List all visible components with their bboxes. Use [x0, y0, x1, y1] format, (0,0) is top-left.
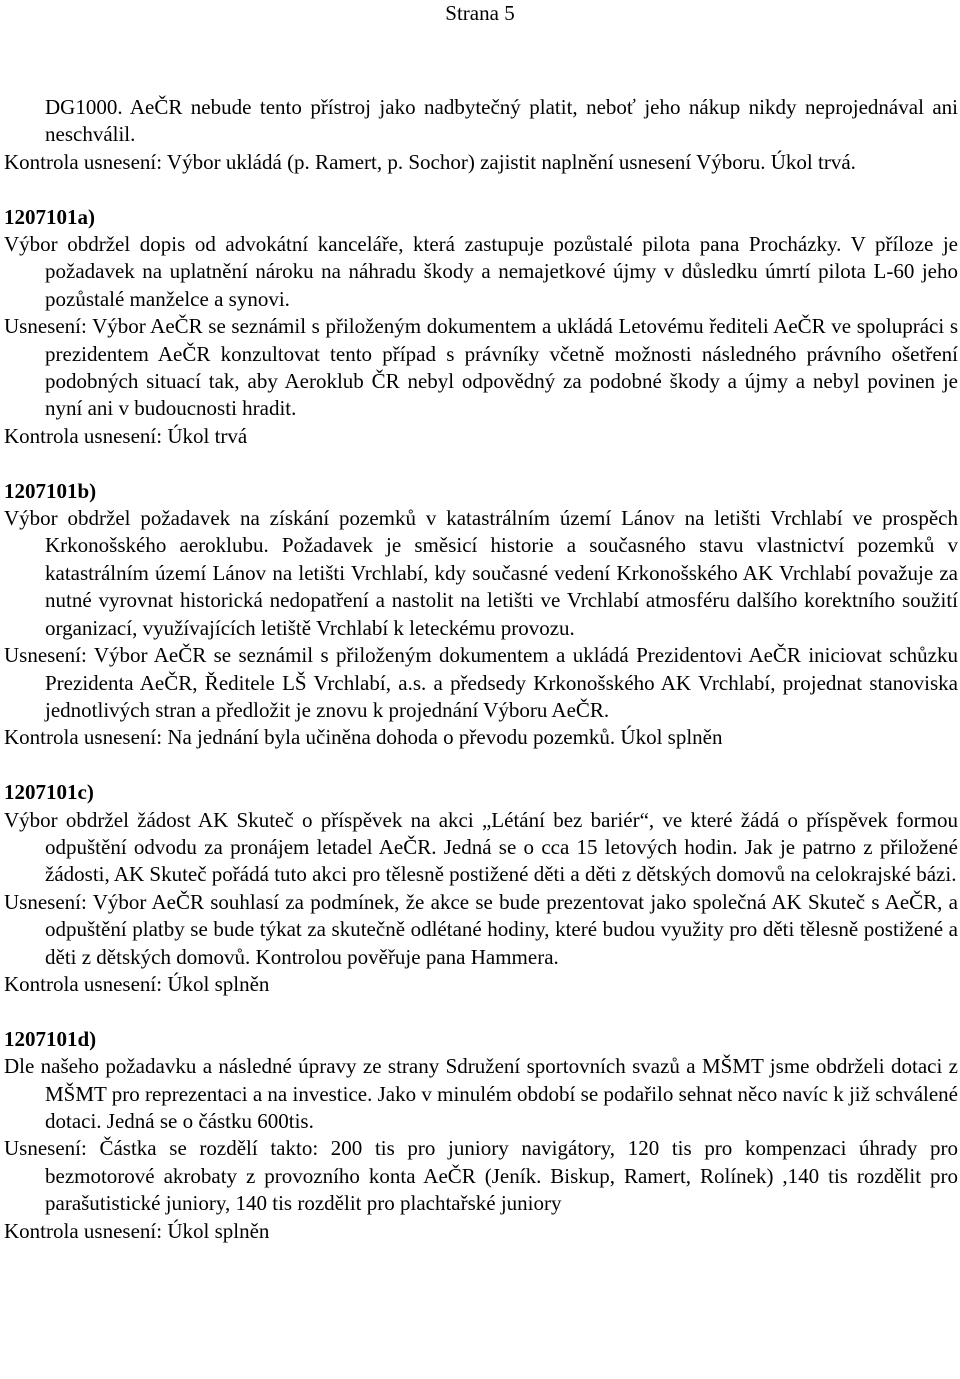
- section-resolution: [4, 889, 958, 971]
- section-control: [4, 724, 958, 751]
- section-heading: 1207101d): [4, 1026, 97, 1051]
- section-control: [4, 423, 958, 450]
- control-text: Výbor ukládá (p. Ramert, p. Sochor) zajistit naplnění usnesení Výboru. Úkol trvá.: [162, 149, 856, 174]
- section-resolution: [4, 642, 958, 724]
- section-resolution: [4, 313, 958, 423]
- section-resolution: [4, 1135, 958, 1217]
- section-control: [4, 971, 958, 998]
- section-1207101b: [4, 478, 958, 752]
- section-1207101c: [4, 779, 958, 998]
- resolution-text: : Výbor AeČR se seznámil s přiloženým dokumentem a ukládá Prezidentovi AeČR iniciovat schůzku Prezidenta AeČR, Ředitele LŠ Vrchlabí, a.s. a předsedy Krkonošského AK Vrchlabí, projednat stanoviska jednotlivých stran a předložit je znovu k projednání Výboru AeČR.: [45, 643, 958, 722]
- control-label: Kontrola usnesení:: [4, 725, 163, 750]
- section-heading: 1207101a): [4, 204, 95, 229]
- resolution-label: Usnesení: [4, 314, 81, 339]
- resolution-text: : Výbor AeČR se seznámil s přiloženým dokumentem a ukládá Letovému řediteli AeČR ve spolupráci s prezidentem AeČR konzultovat tento případ s právníky včetně možnosti následného právního ošetření podobných situací tak, aby Aeroklub ČR nebyl odpovědný za podobné škody a újmy a nebyl povinen je nyní ani v budoucnosti hradit.: [45, 314, 958, 421]
- section-heading: 1207101b): [4, 478, 97, 503]
- control-text: Úkol trvá: [162, 423, 248, 448]
- section-body: Dle našeho požadavku a následné úpravy ze strany Sdružení sportovních svazů a MŠMT jsme obdrželi dotaci z MŠMT pro reprezentaci a na investice. Jako v minulém období se podařilo sehnat něco navíc k již schválené dotaci. Jedná se o částku 600tis.: [4, 1054, 958, 1133]
- page-number: Strana 5: [445, 1, 515, 25]
- intro-control: [4, 149, 958, 176]
- section-1207101d: [4, 1026, 958, 1245]
- resolution-label: Usnesení: [4, 889, 81, 914]
- section-body: Výbor obdržel dopis od advokátní kanceláře, která zastupuje pozůstalé pilota pana Procházky. V příloze je požadavek na uplatnění nároku na náhradu škody a nemajetkové újmy v důsledku úmrtí pilota L-60 jeho pozůstalé manželce a synovi.: [4, 232, 958, 311]
- resolution-text: : Výbor AeČR souhlasí za podmínek, že akce se bude prezentovat jako společná AK Skuteč s AeČR, a odpuštění platby se bude týkat za skutečně odlétané hodiny, které budou využity pro děti tělesně postižené a děti z dětských domovů. Kontrolou pověřuje pana Hammera.: [45, 889, 958, 969]
- section-1207101a: [4, 204, 958, 451]
- section-control: [4, 1218, 958, 1245]
- control-label: Kontrola usnesení:: [4, 423, 163, 448]
- resolution-label: Usnesení: [4, 1136, 81, 1161]
- control-label: Kontrola usnesení: [4, 1218, 157, 1243]
- intro-paragraph: DG1000. AeČR nebude tento přístroj jako nadbytečný platit, neboť jeho nákup nikdy neprojednával ani neschválil.: [45, 95, 958, 147]
- document-body: [4, 94, 958, 1245]
- section-body: Výbor obdržel žádost AK Skuteč o příspěvek na akci „Létání bez bariér“, ve které žádá o příspěvek formou odpuštění odvodu za pronájem letadel AeČR. Jedná se o cca 15 letových hodin. Jak je patrno z přiložené žádosti, AK Skuteč pořádá tuto akci pro tělesně postižené děti a děti z dětských domovů na celokrajské bázi.: [4, 807, 958, 887]
- section-heading: 1207101c): [4, 780, 94, 805]
- control-text: Na jednání byla učiněna dohoda o převodu pozemků. Úkol splněn: [162, 725, 723, 750]
- control-text: : Úkol splněn: [156, 1218, 270, 1243]
- section-body: Výbor obdržel požadavek na získání pozemků v katastrálním území Lánov na letišti Vrchlabí ve prospěch Krkonošského aeroklubu. Požadavek je směsicí historie a současného stavu vlastnictví pozemků v katastrálním území Lánov na letišti Vrchlabí, kdy současné vedení Krkonošského AK Vrchlabí považuje za nutné vyrovnat historická nedopatření a nastolit na letišti ve Vrchlabí atmosféru dalšího korektního soužití organizací, využívajících letiště Vrchlabí k leteckému provozu.: [4, 506, 958, 640]
- control-label: Kontrola usnesení:: [4, 971, 163, 996]
- control-label: Kontrola usnesení:: [4, 149, 163, 174]
- control-text: Úkol splněn: [162, 971, 270, 996]
- resolution-text: : Částka se rozdělí takto: 200 tis pro juniory navigátory, 120 tis pro kompenzaci úhrady pro bezmotorové akrobaty z provozního konta AeČR (Jeník. Biskup, Ramert, Rolínek) ,140 tis rozdělit pro parašutistické juniory, 140 tis rozdělit pro plachtařské juniory: [45, 1136, 958, 1216]
- resolution-label: Usnesení: [4, 643, 81, 668]
